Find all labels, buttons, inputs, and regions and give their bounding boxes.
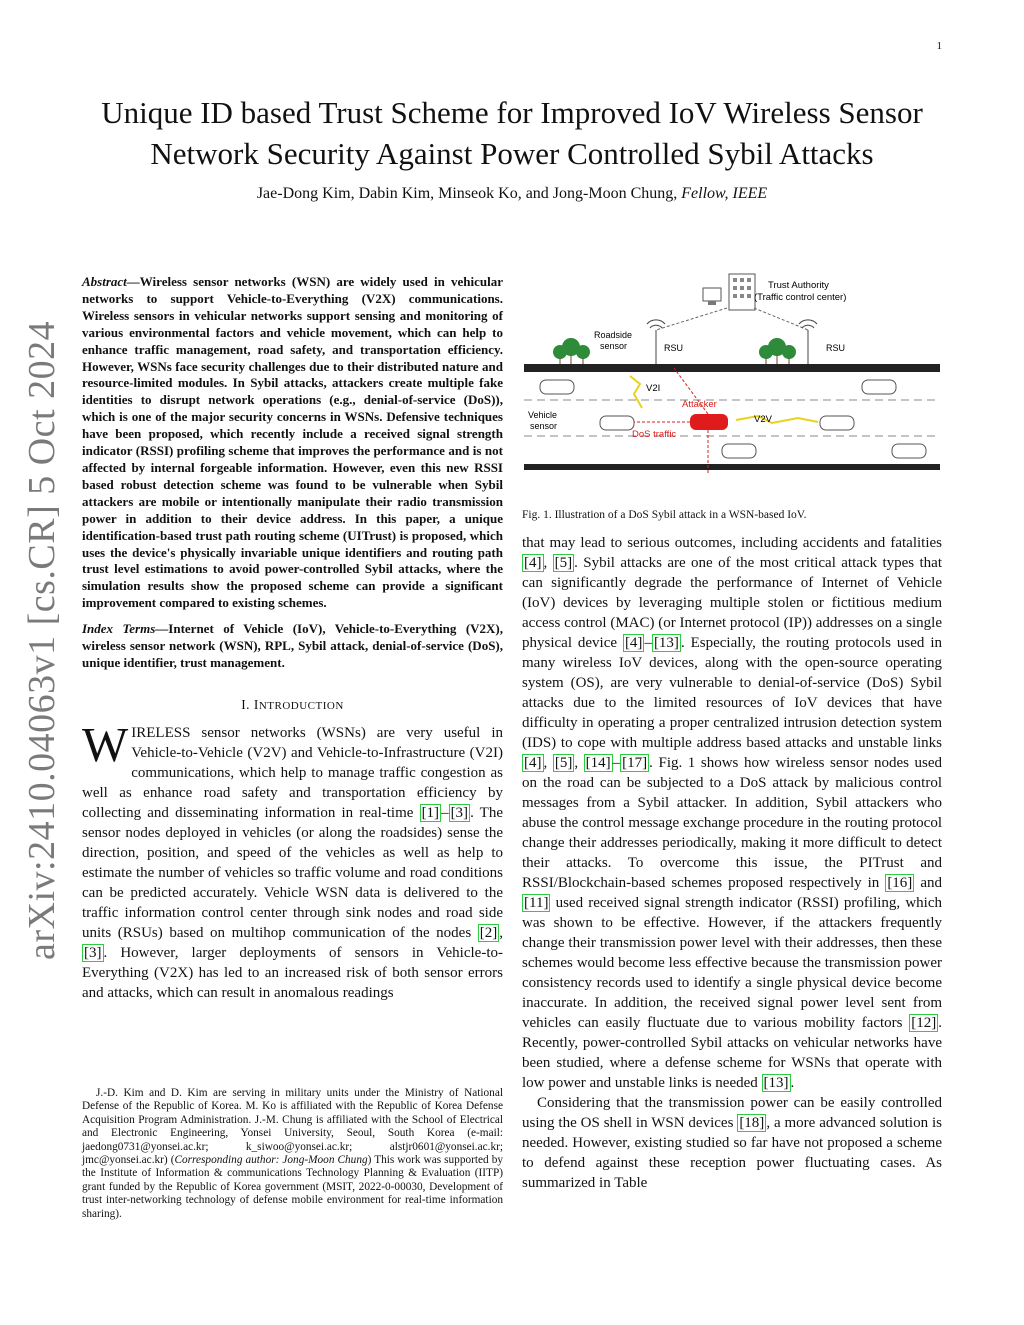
rsu-label-2: RSU	[826, 343, 846, 353]
corresponding-author: Corresponding author: Jong-Moon Chung	[174, 1154, 368, 1167]
footnote-text: J.-D. Kim and D. Kim are serving in military units under the Ministry of National Defense of the Republic of Korea. M. Ko is affiliated with the Republic of Korea Defense Acquisition Program Administration. J.-M. Chung is affiliated with the School of Electrical and Electronic Engineering, Yonsei University, Seoul, South Korea (e-mail: jaedong0731@yonsei.ac.kr; k_siwoo@yonsei.ac.kr; alstjr0601@yonsei.ac.kr; jmc@yonsei.ac.kr) (	[82, 1087, 503, 1167]
range-dash: –	[644, 635, 652, 651]
v2i-label: V2I	[646, 383, 661, 394]
intro-text-b: . The sensor nodes deployed in vehicles (or along the roadsides) sense the direction, position, and speed of the vehicles as well as help to estimate the number of vehicles so traffic volume and road conditions can be predicted accurately. Vehicle WSN data is delivered to the traffic information control center through sink nodes and road side units (RSUs) based on multihop communication of the nodes	[82, 804, 503, 941]
paper-title	[60, 92, 964, 174]
attacker-label: Attacker	[682, 399, 717, 410]
citation-link[interactable]: [11]	[524, 895, 549, 911]
page-number: 1	[936, 40, 942, 52]
text: .	[790, 1075, 795, 1091]
footnote-text-rest: ) This work was supported by the Institute of Information & communications Technology Planning & Evaluation (IITP) grant funded by the Republic of Korea government (MSIT, 2022-0-00030, Development of trust inter-networking technology of defense mobile environment for real-time information sharing).	[82, 1154, 503, 1220]
citation-link[interactable]: [13]	[763, 1075, 789, 1091]
citation-link[interactable]: [16]	[887, 875, 913, 891]
abstract-label: Abstract—	[82, 274, 140, 289]
text: . Especially, the routing protocols used in many wireless IoV devices, along with the open-source operating system (OS), are very vulnerable to denial-of-service (DoS) Sybil attacks due to the limited resources of IoV devices that have difficulty in operating a proper centralized intrusion detection system (IDS) to cope with multiple address based attacks and unstable links	[522, 635, 942, 751]
paragraph	[522, 533, 942, 1093]
arxiv-identifier: arXiv:2410.04063v1 [cs.CR] 5 Oct 2024	[21, 320, 63, 960]
text: . Fig. 1 shows how wireless sensor nodes used on the road can be subjected to a DoS attack by malicious control messages from a Sybil attacker. In addition, Sybil attackers who abuse the control message exchange procedure in the routing protocol change their addresses periodically, making it more difficult to detect their attacks. To overcome this issue, the PITrust and RSSI/Blockchain-based schemes proposed respectively in	[522, 755, 943, 891]
citation-link[interactable]: [1]	[421, 804, 440, 821]
separator: ,	[543, 555, 553, 571]
range-dash: –	[441, 804, 449, 821]
drop-cap: W	[82, 716, 129, 772]
vehicle-label: Vehicle	[528, 410, 558, 420]
section-rest: NTRODUCTION	[258, 699, 344, 712]
citation-link[interactable]: [12]	[911, 1015, 937, 1031]
index-terms	[82, 621, 503, 672]
roadside-sensor-label: sensor	[600, 341, 628, 351]
abstract	[82, 274, 503, 612]
traffic-center-label: (Traffic control center)	[754, 292, 847, 303]
author-names: Jae-Dong Kim, Dabin Kim, Minseok Ko, and Jong-Moon Chung,	[256, 185, 678, 202]
trust-authority-label: Trust Authority	[768, 280, 829, 291]
title-line-1: Unique ID based Trust Scheme for Improved IoV Wireless Sensor	[101, 95, 923, 130]
citation-link[interactable]: [5]	[554, 555, 573, 571]
section-heading	[82, 697, 503, 713]
intro-text-c: . However, larger deployments of sensors in Vehicle-to-Everything (V2X) has led to an increased risk of both sensor errors and attacks, which can result in anomalous readings	[82, 944, 503, 1001]
section-first-letter: I	[253, 696, 259, 712]
citation-link[interactable]: [18]	[739, 1115, 765, 1131]
rsu-label-1: RSU	[664, 343, 684, 353]
text: . Recently, power-controlled Sybil attacks on vehicular networks have been studied, where a defense scheme for WSNs that operate with low power and unstable links is needed	[522, 1015, 942, 1091]
text: used received signal strength indicator (RSSI) profiling, which was shown to be effective. However, if the attackers frequently change their transmission power level with their addresses, then these schemes would become less effective because the transmission power consistency records used to identify a single physical device become inaccurate. In addition, the received signal power level sent from vehicles can easily fluctuate due to various mobility factors	[522, 895, 942, 1031]
citation-link[interactable]: [14]	[585, 755, 611, 771]
building-icon	[703, 274, 755, 310]
text: that may lead to serious outcomes, including accidents and fatalities	[522, 535, 942, 551]
figure-illustration	[522, 268, 942, 478]
left-column	[82, 274, 503, 1003]
range-dash: –	[612, 755, 621, 771]
text: Considering that the transmission power can be easily controlled using the OS shell in WSN devices	[522, 1095, 942, 1131]
text: and	[914, 875, 942, 891]
intro-paragraph	[82, 716, 503, 1003]
citation-link[interactable]: [3]	[84, 944, 102, 961]
citation-link[interactable]: [5]	[554, 755, 573, 771]
citation-link[interactable]: [4]	[524, 755, 542, 771]
v2v-label: V2V	[754, 414, 772, 425]
index-text: Internet of Vehicle (IoV), Vehicle-to-Everything (V2X), wireless sensor network (WSN), RPL, Sybil attack, denial-of-service (DoS), unique identifier, trust management.	[82, 621, 504, 670]
citation-link[interactable]: [2]	[479, 924, 498, 941]
text: , a more advanced solution is needed. However, existing studied so far have not proposed a scheme to defend against these reception power fluctuating cases. As summarized in Table	[522, 1115, 942, 1191]
index-label: Index Terms—	[82, 621, 169, 637]
author-fellow: Fellow, IEEE	[681, 185, 768, 202]
abstract-text: Wireless sensor networks (WSN) are widely used in vehicular networks to support Vehicle-to-Everything (V2X) communications. Wireless sensors in vehicular networks support sensing and monitoring of various environmental factors and vehicle movement, which can help to enhance traffic management, road safety, and transportation efficiency. However, WSNs face security challenges due to their distributed nature and resource-limited modules. In Sybil attacks, attackers create multiple fake identities to disrupt network operations (e.g., denial-of-service (DoS)), which is one of the major security concerns in WSNs. Defensive techniques have been proposed, which recently include a received signal strength indicator (RSSI) profiling scheme that improves the performance and is not affected by internal forgeable information. However, even this new RSSI based robust detection scheme was found to be vulnerable when Sybil attackers are mobile or intentionally manipulate their radio transmission power in addition to their device address. In this paper, a unique identification-based trust path routing scheme (UITrust) is proposed, which uses the device's physically invariable unique identifiers and routing path trust level estimations to avoid power-controlled Sybil attacks, where the simulation results show the proposed scheme can provide a significant improvement compared to existing schemes.	[82, 274, 503, 611]
vehicle-icon	[540, 380, 926, 458]
footnote	[82, 1087, 503, 1221]
section-number: I.	[241, 696, 254, 712]
citation-link[interactable]: [4]	[524, 555, 542, 571]
figure-1	[522, 268, 942, 478]
author-list	[60, 185, 964, 203]
text: . Sybil attacks are one of the most critical attack types that can significantly degrade the performance of Internet of Vehicle (IoV) devices by leveraging multiple stolen or fictitious medium access control (MAC) (or Internet protocol (IP)) addresses on a single physical device	[522, 555, 943, 651]
separator: ,	[499, 924, 503, 941]
attacker-vehicle-icon	[690, 414, 728, 430]
citation-link[interactable]: [17]	[622, 755, 648, 771]
citation-link[interactable]: [13]	[653, 635, 679, 651]
paragraph	[522, 1093, 942, 1193]
citation-link[interactable]: [4]	[624, 635, 643, 651]
separator: ,	[574, 755, 584, 771]
separator: ,	[543, 755, 553, 771]
citation-link[interactable]: [3]	[450, 804, 469, 821]
vehicle-sensor-label: sensor	[530, 421, 558, 431]
title-line-2: Network Security Against Power Controlled Sybil Attacks	[150, 136, 874, 171]
roadside-label: Roadside	[594, 330, 633, 340]
figure-caption: Fig. 1. Illustration of a DoS Sybil attack in a WSN-based IoV.	[522, 509, 807, 521]
right-column	[522, 533, 942, 1193]
dos-traffic-label: DoS traffic	[632, 429, 677, 440]
intro-text-a: IRELESS sensor networks (WSNs) are very useful in Vehicle-to-Vehicle (V2V) and Vehicle-to-Infrastructure (V2I) communications, which help to manage traffic congestion as well as enhance road safety and transportation efficiency by collecting and disseminating information in real-time	[82, 724, 503, 821]
